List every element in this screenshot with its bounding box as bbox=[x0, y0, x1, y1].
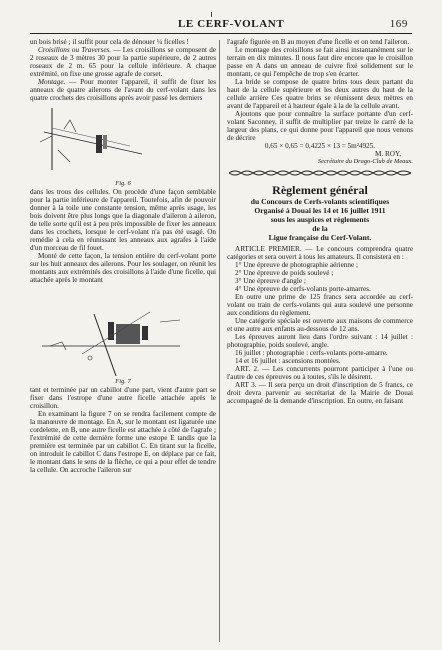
figure-6-caption: Fig. 6 bbox=[115, 180, 131, 187]
header-rule bbox=[30, 33, 412, 34]
paragraph: 16 juillet : photographie : cerfs-volants porte-amarre. bbox=[235, 349, 388, 357]
article-heading: ART. 2. bbox=[235, 365, 259, 373]
article-text: — Le concours comprendra quatre catégories et sera ouvert à tous les amateurs. Il consistera en : bbox=[227, 245, 414, 261]
paragraph: Le montage des croisillons se fait ainsi instantanément sur le terrain en dix minutes. Il nous faut dire encore que le croisillon passe en A dans un anneau de cuivre fixé solidement sur le montant, ce qui l'empêche de trop s'en écarter. bbox=[227, 46, 413, 78]
author-signature: M. ROY, bbox=[374, 150, 401, 158]
list-item: 1° Une épreuve de photographie aérienne ; bbox=[235, 261, 359, 269]
paragraph: Une catégorie spéciale est ouverte aux maisons de commerce et une autre aux enfants au-dessous de 12 ans. bbox=[227, 317, 413, 333]
paragraph-heading: Montage. bbox=[38, 78, 66, 86]
paragraph: tant et terminée par un cabillot d'une part, vient d'autre part se fixer dans l'estrope d'une autre ficelle attachée après le croisillon. bbox=[30, 386, 216, 410]
header-mark bbox=[211, 12, 212, 17]
paragraph-croisillons bbox=[30, 46, 216, 78]
paragraph: 14 et 16 juillet : ascensions montées. bbox=[235, 357, 341, 365]
paragraph-heading: Croisillons ou Traverses. bbox=[38, 46, 112, 54]
article-text: — Les concurrents pourront participer à l'une ou l'autre de ces épreuves ou à toutes, s'ils le désirent. bbox=[227, 365, 413, 381]
journal-title: LE CERF-VOLANT bbox=[178, 18, 285, 30]
ornamental-separator bbox=[227, 169, 413, 177]
figure-6-drawing bbox=[30, 102, 216, 182]
list-item: 2° Une épreuve de poids soulevé ; bbox=[235, 269, 334, 277]
left-column bbox=[30, 38, 216, 474]
running-header bbox=[0, 18, 442, 32]
article-2 bbox=[227, 365, 413, 381]
author-affiliation: Secrétaire du Drago-Club de Meaux. bbox=[317, 158, 413, 165]
section-subtitle: de la bbox=[312, 224, 328, 233]
paragraph-text: — Pour monter l'appareil, il suffit de fixer les anneaux de quatre ailerons de l'avant du cerf-volant dans les quatre crochets des croisillons après avoir passé les derniers bbox=[30, 78, 216, 102]
paragraph: En examinant la figure 7 on se rendra facilement compte de la manœuvre de montage. En A, sur le montant est ligaturée une cordelette, en B, une autre ficelle est attachée à côté de l'agrafe ; l'extrémité de cette dernière forme une estope E tandis que la première est terminée par un cabillot C. En tirant sur la ficelle, on introduit le cabillot C dans l'estrope E, on déplace par ce fait, le montant dans le sens de la flèche, ce qui a pour effet de tendre la cellule. On accroche l'aileron sur bbox=[30, 410, 216, 474]
paragraph: En outre une prime de 125 francs sera accordée au cerf-volant ou train de cerfs-volants qui aura soulevé une personne aux conditions du règlement. bbox=[227, 293, 413, 317]
section-subtitle: sous les auspices et règlements bbox=[270, 215, 370, 224]
section-title: Règlement général bbox=[272, 183, 368, 197]
paragraph: Les épreuves auront lieu dans l'ordre suivant : 14 juillet : photographie, poids soulevé, angle. bbox=[227, 333, 413, 349]
page-number: 169 bbox=[389, 18, 408, 30]
paragraph: l'agrafe figurée en B au moyen d'une ficelle et on tend l'aileron. bbox=[227, 38, 410, 46]
article-3 bbox=[227, 381, 413, 405]
list-item: 4° Une épreuve de cerfs-volants porte-amarres. bbox=[235, 285, 371, 293]
list-item: 3° Une épreuve d'angle ; bbox=[235, 277, 306, 285]
paragraph: Ajoutons que pour connaître la surface portante d'un cerf-volant Saconney, il suffit de multiplier par treize le carré de la largeur des plans, ce qui donne pour l'appareil que nous venons de décrire bbox=[227, 110, 413, 142]
paragraph-text: — Les croisillons se composent de 2 roseaux de 3 mètres 30 pour la partie supérieure, de 2 autres roseaux de 2 m. 65 pour la cellule inférieure. A chaque extrémité, on fixe une grosse agrafe de corset. bbox=[30, 46, 216, 78]
article-heading: ART 3. bbox=[235, 381, 257, 389]
section-subtitle: du Concours de Cerfs-volants scientifiques bbox=[250, 197, 390, 206]
article-text: — Il sera perçu un droit d'inscription de 5 francs, ce droit devra parvenir au secrétariat de la Mairie de Douai accompagné de la demande d'inscription. En outre, en faisant bbox=[227, 381, 413, 405]
right-column bbox=[227, 38, 413, 405]
paragraph-montage bbox=[30, 78, 216, 102]
surface-formula: 0,65 × 0,65 = 0,4225 × 13 = 5m²4925. bbox=[264, 142, 376, 150]
paragraph: un bois brisé ; il suffit pour cela de dénouer ¼ ficelles ! bbox=[30, 38, 189, 46]
figure-6 bbox=[30, 102, 216, 188]
section-subtitle: Organisé à Douai les 14 et 16 juillet 1911 bbox=[254, 206, 386, 215]
section-subtitle: Ligue française du Cerf-Volant. bbox=[268, 233, 372, 242]
paragraph: dans les trous des cellules. On procède d'une façon semblable pour la partie inférieure de l'appareil. Toutefois, afin de pouvoir donner à la toile une constante tension, même après usage, les bois doivent être plus longs que la diagonale d'aileron à aileron, de telle sorte qu'il est à peu près impossible de fixer les anneaux dans les crochets, lorsque le cerf-volant n'a pas été usagé. On remédie à cela en réunissant les anneaux aux agrafes à l'aide d'un morceau de fil fouet. bbox=[30, 188, 216, 252]
paragraph: La bride se compose de quatre brins tous deux partant du haut de la cellule supérieure et les deux autres du haut de la cellule arrière Ces quatre brins se réunissent deux mètres en avant de l'appareil et à hauteur égale à la de la cellule avant. bbox=[227, 78, 413, 110]
article-1 bbox=[227, 245, 413, 261]
figure-7 bbox=[30, 284, 216, 386]
article-heading: ARTICLE PREMIER. bbox=[235, 245, 302, 253]
paragraph: Monté de cette façon, la tension entière du cerf-volant porte sur les huit anneaux des ailerons. Pour les soulager, on réunit les montants aux extrémités des croisillons à l'aide d'une ficelle, qui attachée après le montant bbox=[30, 252, 216, 284]
column-divider bbox=[219, 40, 220, 642]
figure-7-caption: Fig. 7 bbox=[115, 378, 131, 385]
figure-7-drawing bbox=[30, 284, 216, 380]
